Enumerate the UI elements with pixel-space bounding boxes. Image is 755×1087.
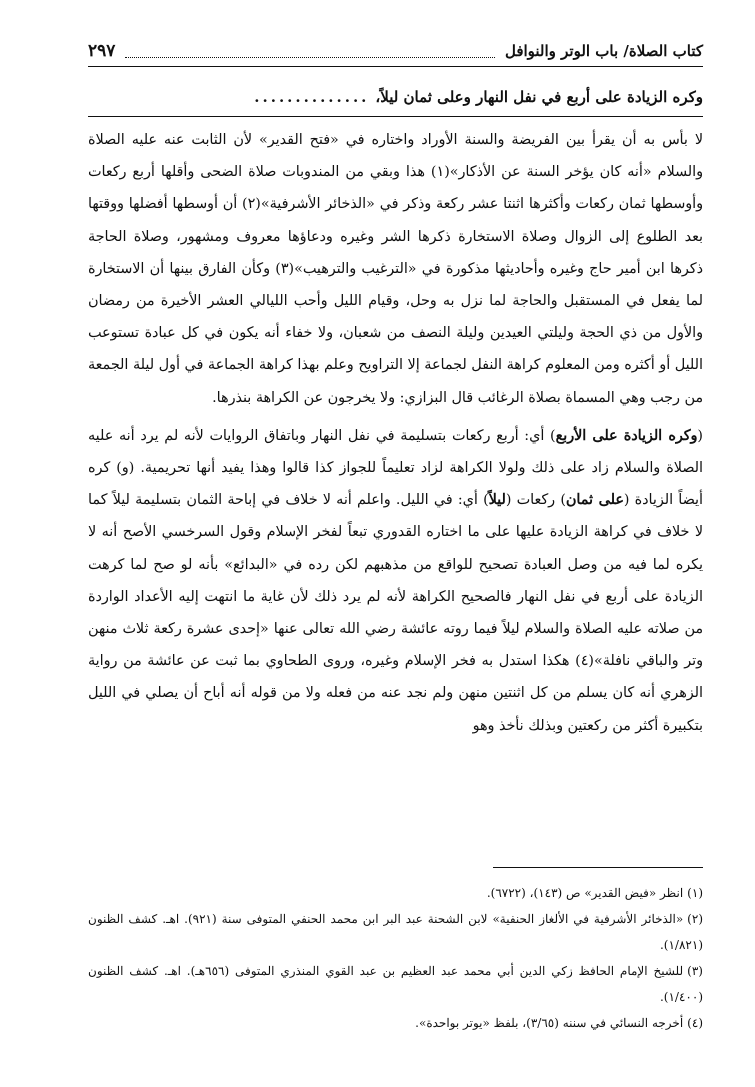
paragraph-2-part-1: ) أي: أربع ركعات بتسليمة في نفل النهار وباتفاق الروايات لأنه لم يرد أنه عليه الصلاة والسلام زاد على ذلك ولولا الكراهة لزاد تعليماً للجواز كذا قالوا وهذا يفيد أنها تحريمية. (و) كره أيضاً الزيادة (: [88, 427, 704, 509]
matn-dots: ..............: [254, 88, 370, 106]
header-dotted-rule: [125, 45, 495, 58]
matn-quote-1: وكره الزيادة على الأربع: [555, 427, 698, 444]
paragraph-2: [88, 420, 703, 742]
paragraph-2-part-2: ) ركعات (: [505, 492, 566, 509]
matn-line: [88, 80, 703, 114]
matn-quote-2: على ثمان: [565, 492, 624, 509]
matn-separator: [88, 116, 703, 117]
footnotes: [88, 880, 703, 1036]
footnote-number: (٣): [687, 964, 703, 978]
matn-text: وكره الزيادة على أربع في نفل النهار وعلى ثمان ليلاً،: [375, 88, 703, 106]
paren-open: (: [697, 427, 703, 444]
footnote-number: (٤): [687, 1016, 703, 1030]
footnote: [88, 906, 703, 958]
footnote-text: «الذخائر الأشرفية في الألغاز الحنفية» لابن الشحنة عبد البر ابن محمد الحنفي المتوفى سنة (٩٢١). اهـ. كشف الظنون (١/٨٢١).: [88, 912, 703, 952]
footnote-text: أخرجه النسائي في سننه (٣/٦٥)، بلفظ «يوتر بواحدة».: [415, 1016, 684, 1030]
footnote-number: (٢): [687, 912, 703, 926]
commentary-body: [88, 124, 703, 742]
chapter-title: كتاب الصلاة/ باب الوتر والنوافل: [504, 42, 703, 60]
footnote: [88, 958, 703, 1010]
footnote: [88, 1010, 703, 1036]
footnote-text: انظر «فيض القدير» ص (١٤٣)، (٦٧٢٢).: [486, 886, 684, 900]
footnote-number: (١): [687, 886, 703, 900]
running-header: [88, 36, 703, 67]
footnote: [88, 880, 703, 906]
footnote-rule: [493, 867, 703, 868]
paragraph-2-part-3: ) أي: في الليل. واعلم أنه لا خلاف في إباحة الثمان بتسليمة ليلاً كما لا خلاف في كراهة الزيادة عليها على ما اختاره القدوري تبعاً لفخر الإسلام وقول السرخسي الأصح أنه لا يكره لما فيه من وصل العبادة تصحيح للواقع من مذهبهم لكن رده في «البدائع» بأنه لو صح لما كرهت الزيادة على أربع في نفل النهار فالصحيح الكراهة لأنه لم يرد ذلك لأن غاية ما انتهت إليه الأعداد الواردة من صلاته عليه الصلاة والسلام ليلاً فيما روته عائشة رضي الله تعالى عنها «إحدى عشرة ركعة ثلاث منهن وتر والباقي نافلة»(٤) هكذا استدل به فخر الإسلام وغيره، وروى الطحاوي بما ثبت عن عائشة من رواية الزهري أنه كان يسلم من كل اثنتين منهن ولم نجد عنه من فعله ولا من قوله أنه أباح أن يصلي في الليل بتكبيرة أكثر من ركعتين وبذلك نأخذ وهو: [88, 492, 703, 734]
paragraph-1: لا بأس به أن يقرأ بين الفريضة والسنة الأوراد واختاره في «فتح القدير» لأن الثابت عنه عليه الصلاة والسلام «أنه كان يؤخر السنة عن الأذكار»(١) هذا وبقي من المندوبات صلاة الضحى وأقلها أربع ركعات وأوسطها ثمان ركعات وأكثرها اثنتا عشر ركعة وذكر في «الذخائر الأشرفية»(٢) أن أوسطها أفضلها ووقتها بعد الطلوع إلى الزوال وصلاة الاستخارة ذكرها الشر وغيره ودعاؤها معروف ومشهور، وصلاة الحاجة ذكرها ابن أمير حاج وغيره وأحاديثها مذكورة في «الترغيب والترهيب»(٣) وكأن الفارق بينها أن الاستخارة لما يفعل في المستقبل والحاجة لما نزل به وحل، وقيام الليل وأحب الليالي العشر الأخيرة من رمضان والأول من ذي الحجة وليلتي العيدين وليلة النصف من شعبان، ولا خفاء أنه يكون في كل عبادة تستوعب الليل أو أكثره ومن المعلوم كراهة النفل لجماعة إلا التراويح وعلم بهذا كراهة الجماعة في أول ليلة الجمعة من رجب وهي المسماة بصلاة الرغائب قال البزازي: ولا يخرجون عن الكراهة بنذرها.: [88, 132, 703, 406]
page-number: ٢٩٧: [88, 41, 116, 61]
matn-quote-3: ليلاً: [488, 492, 506, 509]
footnote-text: للشيخ الإمام الحافظ زكي الدين أبي محمد عبد العظيم بن عبد القوي المنذري المتوفى (٦٥٦هـ). اهـ. كشف الظنون (١/٤٠٠).: [88, 964, 703, 1004]
